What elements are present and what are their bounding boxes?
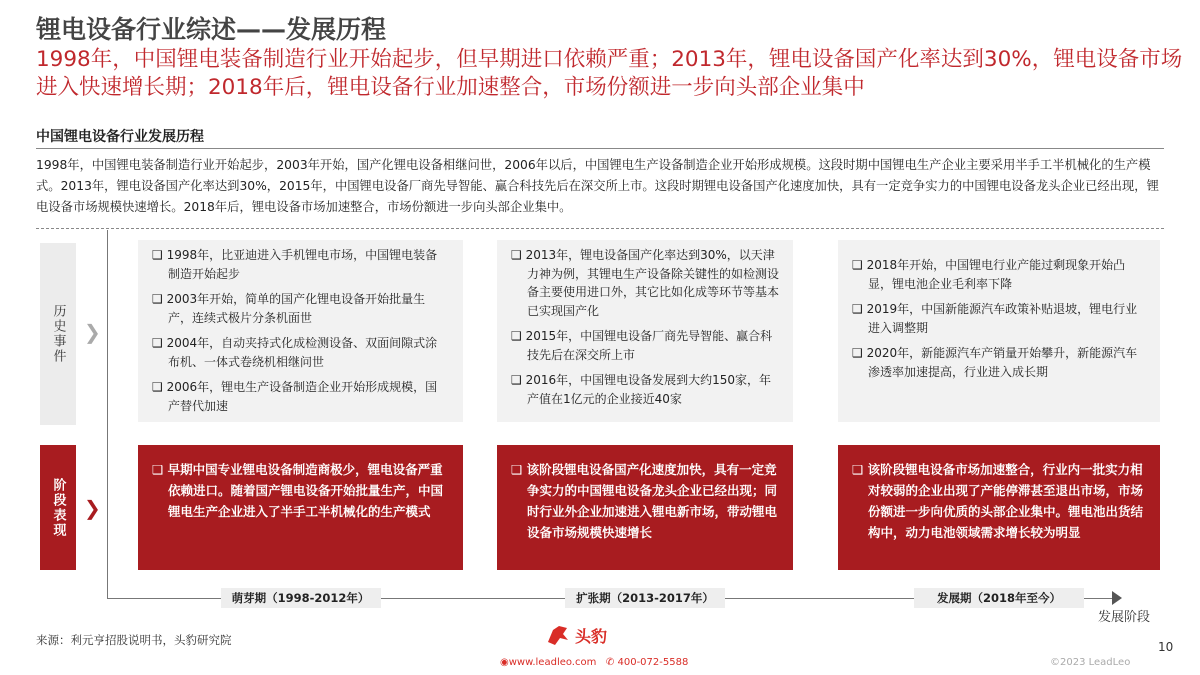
stage-summary-box: ❑ 早期中国专业锂电设备制造商极少，锂电设备严重依赖进口。随着国产锂电设备开始批量生产，中国锂电生产企业进入了半手工半机械化的生产模式 <box>138 445 463 570</box>
event-item: ❑ 2020年，新能源汽车产销量开始攀升，新能源汽车渗透率加速提高，行业进入成长期 <box>852 346 1138 379</box>
history-events-box <box>138 240 463 422</box>
event-item: ❑ 2015年，中国锂电设备厂商先导智能、赢合科技先后在深交所上市 <box>511 329 773 362</box>
event-item: ❑ 1998年，比亚迪进入手机锂电市场，中国锂电装备制造开始起步 <box>152 248 438 281</box>
intro-paragraph: 1998年，中国锂电装备制造行业开始起步，2003年开始，国产化锂电设备相继问世，2006年以后，中国锂电生产设备制造企业开始形成规模。这段时期中国锂电生产企业主要采用半手工半机械化的生产模式。2013年，锂电设备国产化率达到30%，2015年，中国锂电设备厂商先导智能、赢合科技先后在深交所上市。这段时期锂电设备国产化速度加快，具有一定竞争实力的中国锂电设备龙头企业已经出现，锂电设备市场规模快速增长。2018年后，锂电设备市场加速整合，市场份额进一步向头部企业集中。 <box>36 158 1159 214</box>
checkbox-bullet-icon: ❑ <box>152 462 164 477</box>
stage-summary-box: ❑ 该阶段锂电设备国产化速度加快，具有一定竞争实力的中国锂电设备龙头企业已经出现；同时行业外企业加速进入锂电新市场，带动锂电设备市场规模快速增长 <box>497 445 793 570</box>
event-item: ❑ 2018年开始，中国锂电行业产能过剩现象开始凸显，锂电池企业毛利率下降 <box>852 258 1126 291</box>
checkbox-bullet-icon: ❑ <box>152 292 163 306</box>
chevron-right-icon: ❯ <box>84 320 101 344</box>
checkbox-bullet-icon: ❑ <box>152 380 163 394</box>
phase-label: 萌芽期（1998-2012年） <box>221 588 381 608</box>
axis-label: 发展阶段 <box>1098 610 1151 625</box>
checkbox-bullet-icon: ❑ <box>852 302 863 316</box>
source-note: 来源：利元亨招股说明书，头豹研究院 <box>36 633 232 647</box>
globe-icon: ◉ <box>500 657 509 668</box>
event-item: ❑ 2016年，中国锂电设备发展到大约150家，年产值在1亿元的企业接近40家 <box>511 373 772 406</box>
event-item: ❑ 2003年开始，简单的国产化锂电设备开始批量生产，连续式极片分条机面世 <box>152 292 426 325</box>
timeline-vertical-axis <box>107 230 108 598</box>
logo <box>545 622 607 648</box>
phone-icon: ✆ <box>605 657 615 668</box>
checkbox-bullet-icon: ❑ <box>852 462 864 477</box>
page-title: 锂电设备行业综述——发展历程 <box>36 15 387 44</box>
checkbox-bullet-icon: ❑ <box>511 329 522 343</box>
checkbox-bullet-icon: ❑ <box>511 248 522 262</box>
phase-label: 扩张期（2013-2017年） <box>565 588 725 608</box>
event-item: ❑ 2004年，自动夹持式化成检测设备、双面间隙式涂布机、一体式卷绕机相继问世 <box>152 336 438 369</box>
phase-label: 发展期（2018年至今） <box>914 588 1084 608</box>
website-link[interactable]: www.leadleo.com <box>508 657 597 668</box>
logo-text: 头豹 <box>575 626 608 646</box>
phone-number: 400-072-5588 <box>617 657 689 668</box>
checkbox-bullet-icon: ❑ <box>152 248 163 262</box>
section-title: 中国锂电设备行业发展历程 <box>36 129 204 145</box>
checkbox-bullet-icon: ❑ <box>852 346 863 360</box>
page-number: 10 <box>1158 640 1174 654</box>
event-item: ❑ 2019年，中国新能源汽车政策补贴退坡，锂电行业进入调整期 <box>852 302 1138 335</box>
copyright: ©2023 LeadLeo <box>1050 657 1131 668</box>
checkbox-bullet-icon: ❑ <box>511 373 522 387</box>
event-item: ❑ 2006年，锂电生产设备制造企业开始形成规模，国产替代加速 <box>152 380 438 413</box>
history-events-box <box>838 240 1160 422</box>
divider <box>36 148 1164 149</box>
chevron-right-icon: ❯ <box>84 496 101 520</box>
contact-info <box>500 657 688 668</box>
stage-summary-box: ❑ 该阶段锂电设备市场加速整合，行业内一批实力相对较弱的企业出现了产能停滞甚至退出市场，市场份额进一步向优质的头部企业集中。锂电池出货结构中，动力电池领域需求增长较为明显 <box>838 445 1160 570</box>
checkbox-bullet-icon: ❑ <box>511 462 523 477</box>
leopard-logo-icon <box>545 622 571 648</box>
dashed-divider <box>36 228 1164 229</box>
arrow-right-icon <box>1112 591 1122 605</box>
subtitle: 1998年，中国锂电装备制造行业开始起步，但早期进口依赖严重；2013年，锂电设备国产化率达到30%，锂电设备市场进入快速增长期；2018年后，锂电设备行业加速整合，市场份额进一步向头部企业集中 <box>36 47 1183 100</box>
history-events-box <box>497 240 793 422</box>
checkbox-bullet-icon: ❑ <box>852 258 863 272</box>
event-item: ❑ 2013年，锂电设备国产化率达到30%，以天津力神为例，其锂电生产设备除关键性的如检测设备主要使用进口外，其它比如化成等环节等基本已实现国产化 <box>511 248 780 318</box>
row-label-history: 历史事件 <box>40 243 76 425</box>
checkbox-bullet-icon: ❑ <box>152 336 163 350</box>
row-label-stage: 阶段表现 <box>40 445 76 570</box>
